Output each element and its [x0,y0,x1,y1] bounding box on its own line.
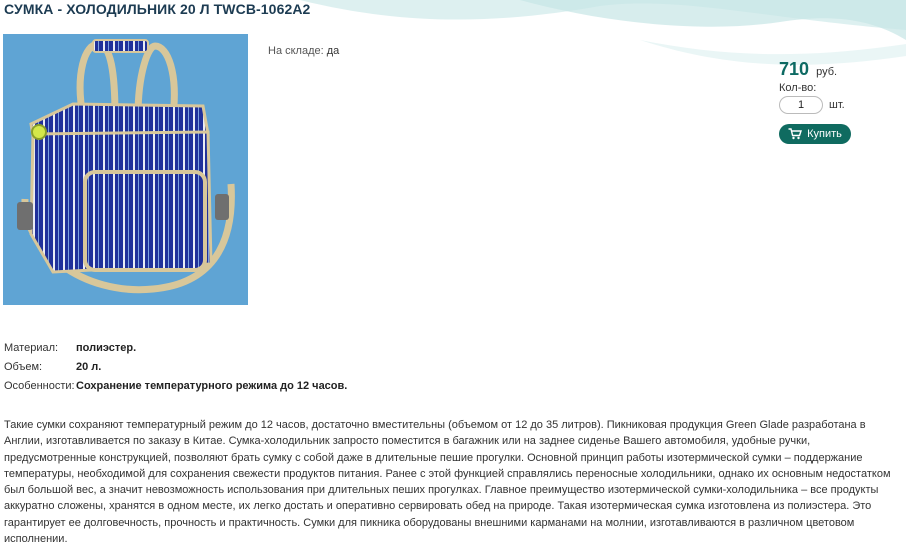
cart-icon [788,128,802,140]
spec-row-volume [4,357,347,376]
cooler-bag-illustration [3,34,248,305]
product-image[interactable] [3,34,248,305]
price [779,59,889,80]
stock-value: да [326,45,340,57]
buy-button[interactable] [779,124,851,144]
quantity-input[interactable] [779,96,823,114]
spec-value: Сохранение температурного режима до 12 часов. [76,379,348,392]
spec-label: Материал: [4,341,59,354]
spec-label: Объем: [4,360,43,373]
stock-status [268,45,339,57]
price-currency: руб. [816,66,838,78]
quantity-label: Кол-во: [779,82,817,94]
stock-label: На складе: [268,45,324,57]
spec-value: 20 л. [76,360,102,373]
spec-value: полиэстер. [76,341,137,354]
spec-row-features [4,376,347,395]
spec-row-material [4,338,347,357]
specs-table [4,338,347,395]
page-title: СУМКА - ХОЛОДИЛЬНИК 20 Л TWCB-1062A2 [4,1,311,17]
quantity-unit: шт. [829,99,845,111]
buy-button-label: Купить [807,128,842,140]
purchase-panel [779,59,889,144]
product-description: Такие сумки сохраняют температурный режим до 12 часов, достаточно вместительны (объемом от 12 до 35 литров). Пикниковая продукция Green Glade разработана в Англии, изготавливается по заказу в Китае. Сумка-холодильник запросто поместится в багажник или на заднее сиденье Вашего автомобиля, удобные ручки, предусмотренные конструкцией, позволяют брать сумку с собой даже в длительные пешие прогулки. Основной принцип работы изотермической сумки – поддержание температуры, необходимой для сохранения свежести продуктов питания. Ранее с этой функцией справлялись переносные холодильники, однако их основным недостатком был большой вес, а значит невозможность использования при длительных пеших прогулках. Главное преимущество изотермической сумки-холодильника – все продукты аккуратно сложены, хранятся в одном месте, их легко достать и оперативно сервировать обед на природе. Такая изотермическая сумка изготовлена из полиэстера. Это гарантирует ее долговечность, прочность и практичность. Сумки для пикника оборудованы внешними карманами на молнии, изготавливаются в различном цветовом исполнении. [4,419,891,546]
price-value: 710 [779,59,810,79]
spec-label: Особенности: [4,379,75,392]
quantity-row [779,96,889,114]
